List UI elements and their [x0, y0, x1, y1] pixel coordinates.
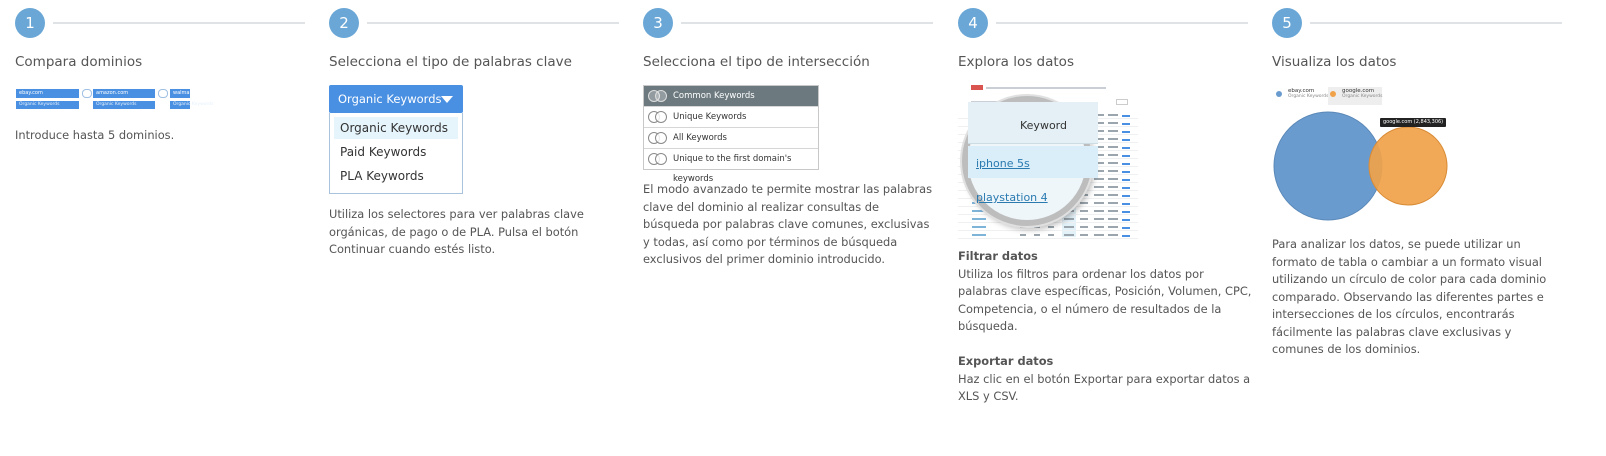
step-divider	[367, 22, 619, 24]
step-description	[958, 248, 1253, 406]
option-all-keywords[interactable]	[644, 128, 818, 149]
venn-icon	[648, 90, 668, 102]
table-cell	[972, 226, 986, 228]
step-5	[1272, 0, 1572, 456]
keyword-type-dropdown[interactable]	[329, 85, 463, 113]
step-description: Para analizar los datos, se puede utilizar un formato de tabla o cambiar a un formato visual utilizando un círculo de color para cada dominio comparado. Observando las diferentes partes e intersecciones de los círculos, encontrarás fácilmente las palabras clave exclusivas y comunes de los dominios.	[1272, 237, 1547, 356]
step-header	[958, 8, 1248, 36]
sparkline-icon	[1122, 192, 1130, 197]
sparkline-icon	[1122, 168, 1130, 173]
step-2	[329, 0, 629, 456]
step-1	[15, 0, 315, 456]
venn-diagram	[1272, 110, 1452, 225]
table-cell	[1094, 186, 1104, 188]
table-cell	[1108, 146, 1118, 148]
venn-circle-google[interactable]	[1369, 127, 1447, 205]
table-cell	[1064, 234, 1074, 236]
table-cell	[1094, 178, 1104, 180]
legend-item-ebay[interactable]	[1274, 87, 1329, 105]
table-row	[958, 231, 1138, 239]
table-cell	[1108, 114, 1118, 116]
table-cell	[1108, 226, 1118, 228]
table-cell	[1108, 218, 1118, 220]
venn-icon	[648, 111, 668, 123]
step-title: Visualiza los datos	[1272, 54, 1397, 70]
step-3	[643, 0, 943, 456]
badge-red	[971, 85, 983, 90]
step-header	[329, 8, 619, 36]
sparkline-icon	[1122, 160, 1130, 165]
legend-domain: google.com	[1342, 88, 1375, 94]
table-cell	[1108, 210, 1118, 212]
option-label: Common Keywords	[673, 91, 755, 101]
option-label: Unique to the first domain's keywords	[673, 154, 792, 184]
table-cell	[1080, 210, 1088, 212]
sparkline-icon	[1122, 232, 1130, 237]
domain-input-3[interactable]: walmart.com	[170, 89, 190, 98]
table-cell	[1034, 226, 1040, 228]
dropdown-selected-value: Organic Keywords	[338, 92, 442, 106]
legend-type: Organic Keywords	[1342, 94, 1383, 99]
table-cell	[1094, 202, 1104, 204]
table-cell	[1108, 162, 1118, 164]
keyword-type-select-1[interactable]: Organic Keywords	[16, 101, 79, 109]
step-description: El modo avanzado te permite mostrar las palabras clave del dominio al realizar consultas de búsqueda por palabras clave comunes, exclusivas y todas, así como por términos de búsqueda exclusivos del primer dominio introducido.	[643, 182, 933, 266]
step-title: Explora los datos	[958, 54, 1074, 70]
table-cell	[972, 218, 986, 220]
step-title: Selecciona el tipo de intersección	[643, 54, 870, 70]
table-cell	[1020, 234, 1026, 236]
table-cell	[1080, 218, 1088, 220]
step-divider	[53, 22, 305, 24]
table-cell	[1094, 194, 1104, 196]
step-number-badge: 3	[643, 8, 673, 38]
legend-dot	[1276, 91, 1282, 97]
sparkline-icon	[1122, 112, 1130, 117]
option-common-keywords[interactable]	[644, 86, 818, 107]
venn-icon	[648, 153, 668, 165]
step-description: Utiliza los selectores para ver palabras clave orgánicas, de pago o de PLA. Pulsa el botón Continuar cuando estés listo.	[329, 207, 584, 256]
sparkline-icon	[1122, 152, 1130, 157]
table-cell	[972, 234, 986, 236]
sparkline-icon	[1122, 136, 1130, 141]
domain-input-2[interactable]: amazon.com	[93, 89, 155, 98]
domain-input-1[interactable]: ebay.com	[16, 89, 79, 98]
table-cell	[1108, 202, 1118, 204]
table-cell	[1108, 170, 1118, 172]
step-number-badge: 1	[15, 8, 45, 38]
data-table-preview	[958, 83, 1138, 239]
sparkline-icon	[1122, 208, 1130, 213]
step-divider	[681, 22, 933, 24]
sparkline-icon	[1122, 176, 1130, 181]
table-cell	[1080, 202, 1088, 204]
step-title: Compara dominios	[15, 54, 143, 70]
venn-circle-ebay[interactable]	[1274, 112, 1382, 220]
vs-icon	[82, 89, 92, 98]
export-text: Haz clic en el botón Exportar para exportar datos a XLS y CSV.	[958, 371, 1251, 403]
option-label: Unique Keywords	[673, 112, 747, 122]
legend-type: Organic Keywords	[1288, 94, 1329, 99]
intersection-type-selector	[643, 85, 819, 184]
dropdown-menu	[329, 113, 463, 194]
table-cell	[1094, 226, 1104, 228]
sparkline-icon	[1122, 224, 1130, 229]
step-title: Selecciona el tipo de palabras clave	[329, 54, 572, 70]
step-number-badge: 4	[958, 8, 988, 38]
dropdown-option-paid[interactable]: Paid Keywords	[340, 145, 427, 159]
keyword-link[interactable]: playstation 4	[976, 191, 1048, 204]
magnified-column-header: Keyword	[1020, 119, 1067, 132]
dropdown-option-organic[interactable]: Organic Keywords	[334, 117, 458, 139]
step-number-badge: 2	[329, 8, 359, 38]
legend-item-google[interactable]	[1328, 87, 1382, 105]
table-row	[958, 223, 1138, 231]
table-cell	[1020, 226, 1026, 228]
keyword-type-select-3[interactable]: Organic Keywords	[170, 101, 190, 109]
step-header	[15, 8, 305, 36]
legend-dot	[1330, 91, 1336, 97]
venn-icon	[648, 132, 668, 144]
table-cell	[1094, 210, 1104, 212]
keyword-type-select-2[interactable]: Organic Keywords	[93, 101, 155, 109]
table-cell	[1108, 130, 1118, 132]
table-cell	[1048, 226, 1054, 228]
table-cell	[1108, 194, 1118, 196]
step-header	[643, 8, 933, 36]
dropdown-option-pla[interactable]: PLA Keywords	[340, 169, 424, 183]
table-cell	[1094, 218, 1104, 220]
option-unique-first-domain[interactable]	[644, 149, 818, 184]
option-label: All Keywords	[673, 133, 727, 143]
table-cell	[1094, 234, 1104, 236]
table-cell	[1080, 234, 1088, 236]
step-description: Introduce hasta 5 dominios.	[15, 128, 175, 142]
table-cell	[1108, 138, 1118, 140]
table-cell	[1048, 234, 1054, 236]
caret-down-icon	[441, 96, 453, 103]
export-button[interactable]	[1116, 99, 1128, 105]
magnifier	[962, 96, 1092, 226]
sparkline-icon	[1122, 128, 1130, 133]
export-heading: Exportar datos	[958, 354, 1054, 368]
sparkline-icon	[1122, 184, 1130, 189]
legend-domain: ebay.com	[1288, 88, 1315, 94]
option-unique-keywords[interactable]	[644, 107, 818, 128]
table-cell	[1034, 234, 1040, 236]
sparkline-icon	[1122, 216, 1130, 221]
sparkline-icon	[1122, 144, 1130, 149]
header-line	[986, 87, 1106, 89]
step-4	[958, 0, 1258, 456]
table-cell	[1108, 122, 1118, 124]
table-cell	[1108, 234, 1118, 236]
table-cell	[1108, 178, 1118, 180]
keyword-link[interactable]: iphone 5s	[976, 157, 1030, 170]
table-cell	[1108, 154, 1118, 156]
vs-icon	[158, 89, 168, 98]
step-divider	[1310, 22, 1562, 24]
filter-text: Utiliza los filtros para ordenar los datos por palabras clave específicas, Posición, Volumen, CPC, Competencia, o el número de resultados de la búsqueda.	[958, 266, 1252, 333]
table-cell	[1064, 218, 1074, 220]
venn-tooltip: google.com (2,843,306)	[1380, 118, 1446, 127]
table-cell	[1108, 186, 1118, 188]
sparkline-icon	[1122, 200, 1130, 205]
step-header	[1272, 8, 1562, 36]
step-divider	[996, 22, 1248, 24]
table-cell	[1064, 226, 1074, 228]
step-number-badge: 5	[1272, 8, 1302, 38]
sparkline-icon	[1122, 120, 1130, 125]
table-cell	[1080, 226, 1088, 228]
filter-heading: Filtrar datos	[958, 249, 1038, 263]
